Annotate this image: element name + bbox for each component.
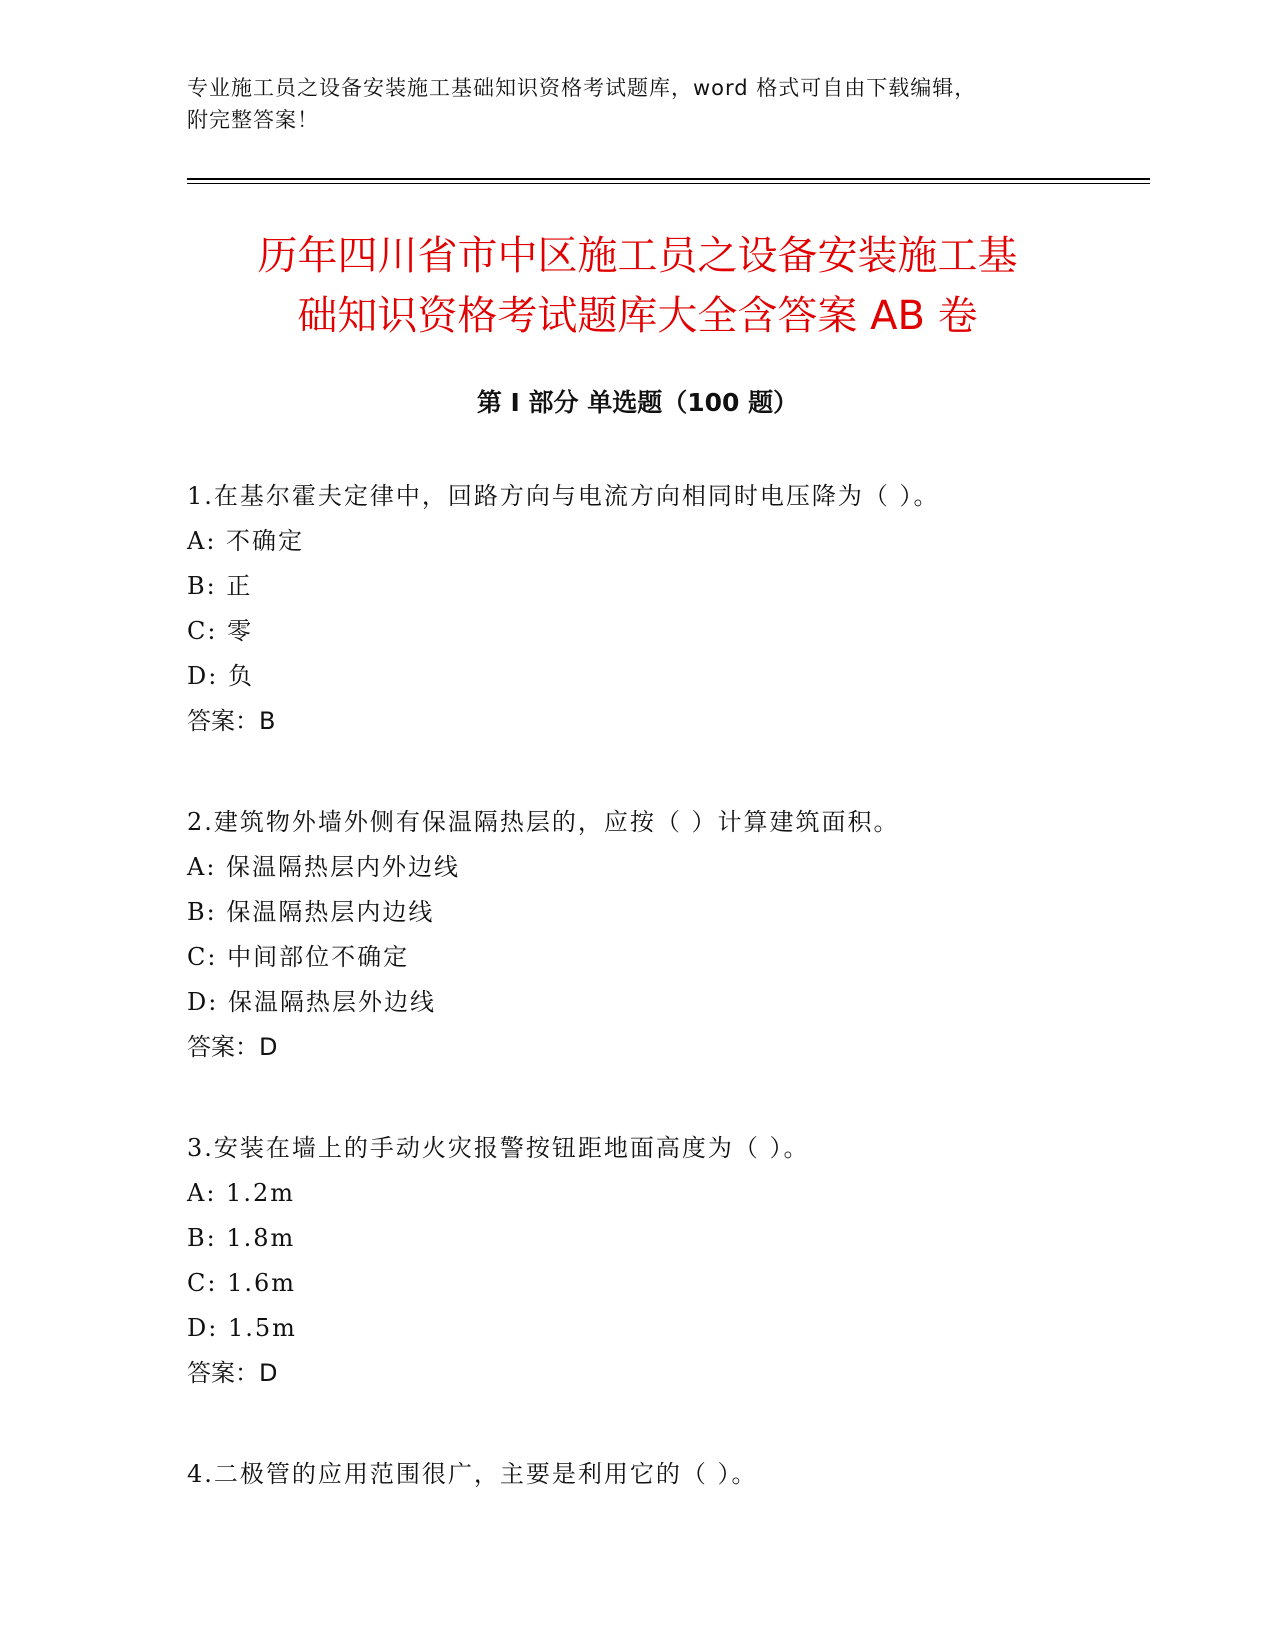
option-d: D: 保温隔热层外边线: [187, 988, 436, 1016]
question-2: [187, 800, 1137, 1070]
answer: 答案：B: [187, 707, 276, 735]
document-title-line-2: 础知识资格考试题库大全含答案 AB 卷: [297, 293, 978, 339]
option-d: D: 负: [187, 662, 254, 690]
question-text: 4.二极管的应用范围很广，主要是利用它的（ ）。: [187, 1460, 758, 1488]
document-title: [160, 226, 1115, 346]
question-text: 2.建筑物外墙外侧有保温隔热层的，应按（ ）计算建筑面积。: [187, 808, 900, 836]
option-b: B: 正: [187, 572, 253, 600]
option-c: C: 零: [187, 617, 254, 645]
question-4: [187, 1452, 1137, 1497]
option-a: A: 不确定: [187, 527, 305, 555]
option-c: C: 1.6m: [187, 1269, 297, 1297]
option-b: B: 1.8m: [187, 1224, 296, 1252]
answer: 答案：D: [187, 1033, 278, 1061]
option-a: A: 1.2m: [187, 1179, 295, 1207]
option-c: C: 中间部位不确定: [187, 943, 410, 971]
option-d: D: 1.5m: [187, 1314, 297, 1342]
question-3: [187, 1126, 1137, 1396]
question-list: [187, 474, 1137, 1553]
header-divider-thick: [187, 178, 1150, 180]
header-note: [187, 72, 1087, 136]
header-divider-thin: [187, 183, 1150, 184]
header-note-line-1: 专业施工员之设备安装施工基础知识资格考试题库，word 格式可自由下载编辑，: [187, 76, 977, 100]
header-note-line-2: 附完整答案！: [187, 108, 319, 132]
question-1: [187, 474, 1137, 744]
option-a: A: 保温隔热层内外边线: [187, 853, 461, 881]
answer: 答案：D: [187, 1359, 278, 1387]
option-b: B: 保温隔热层内边线: [187, 898, 435, 926]
document-title-line-1: 历年四川省市中区施工员之设备安装施工基: [257, 233, 1018, 279]
question-text: 3.安装在墙上的手动火灾报警按钮距地面高度为（ ）。: [187, 1134, 810, 1162]
section-heading: 第 I 部分 单选题（100 题）: [476, 388, 799, 417]
question-text: 1.在基尔霍夫定律中，回路方向与电流方向相同时电压降为（ ）。: [187, 482, 940, 510]
